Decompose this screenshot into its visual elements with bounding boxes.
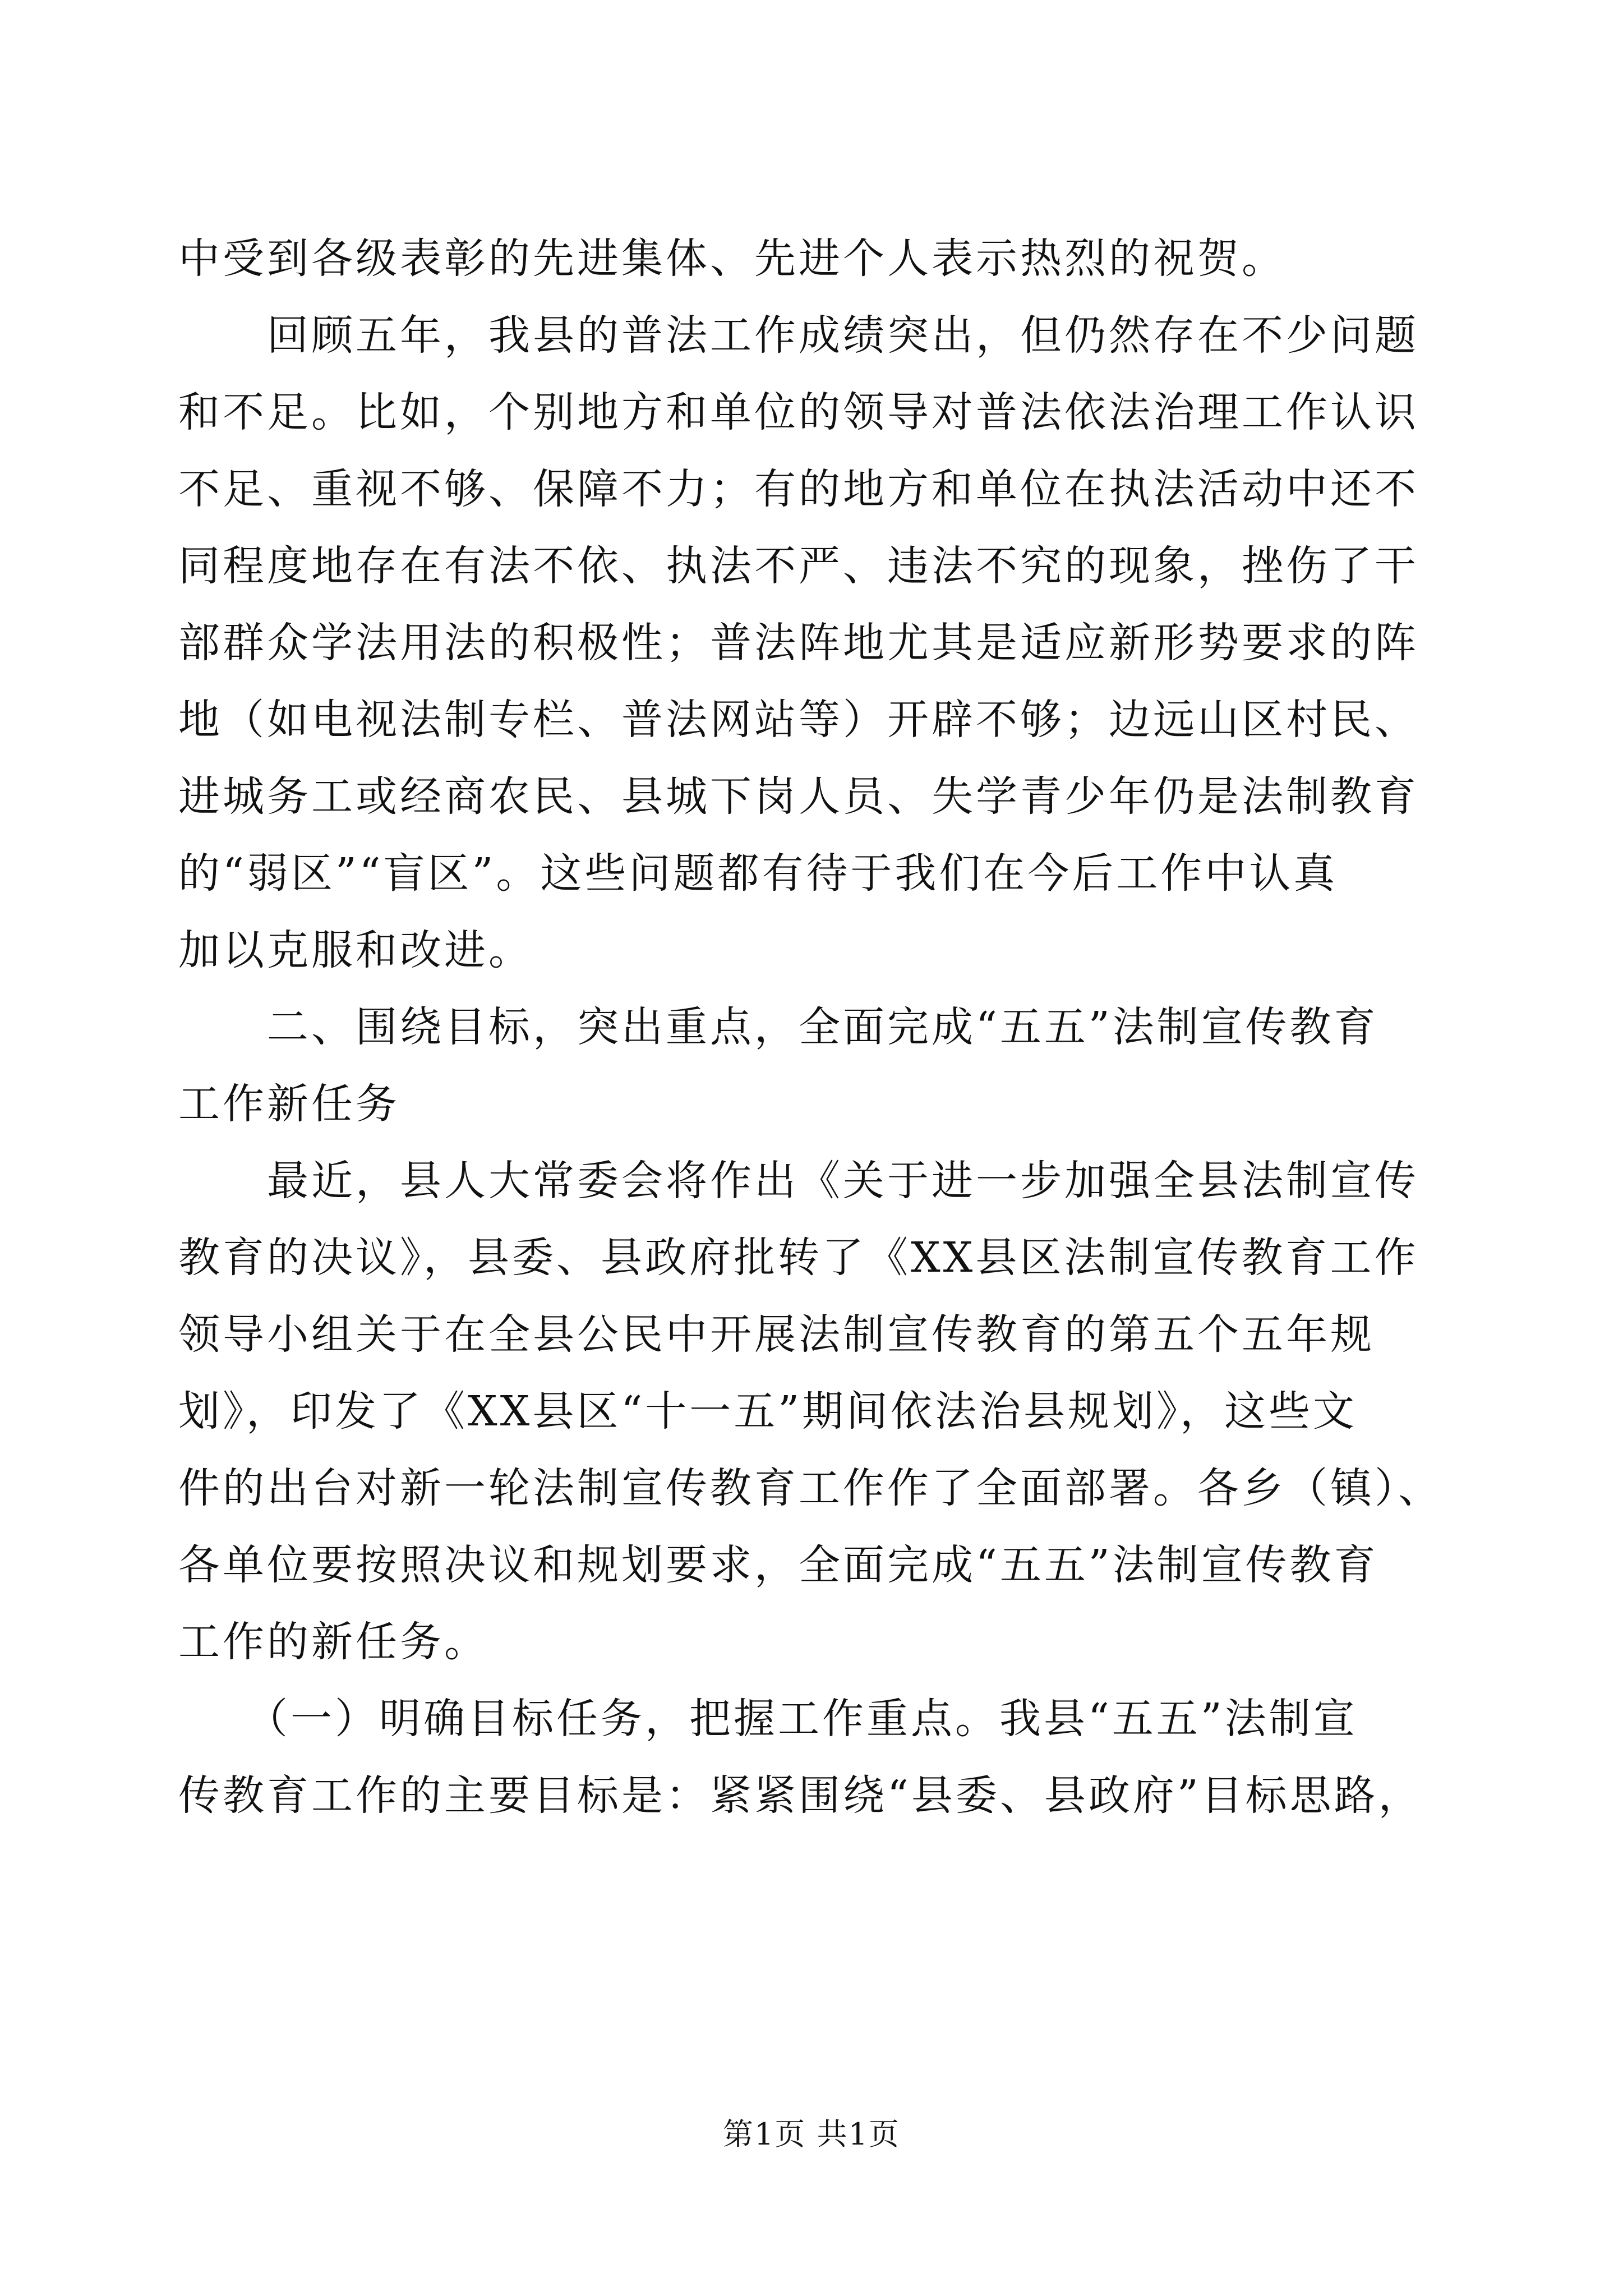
text-line: 传教育工作的主要目标是：紧紧围绕“县委、县政府”目标思路，: [178, 1772, 1423, 1820]
text-line: 领导小组关于在全县公民中开展法制宣传教育的第五个五年规: [178, 1310, 1375, 1359]
text-line: 最近，县人大常委会将作出《关于进一步加强全县法制宣传: [178, 1157, 1419, 1205]
text-line: 工作的新任务。: [178, 1618, 488, 1666]
section-heading-line: 二、围绕目标，突出重点，全面完成“五五”法制宣传教育: [178, 1003, 1378, 1051]
section-heading-line: 工作新任务: [178, 1080, 400, 1128]
text-line: 部群众学法用法的积极性；普法阵地尤其是适应新形势要求的阵: [178, 619, 1419, 667]
text-line: 进城务工或经商农民、县城下岗人员、失学青少年仍是法制教育: [178, 772, 1419, 821]
text-line: 地（如电视法制专栏、普法网站等）开辟不够；边远山区村民、: [178, 696, 1419, 744]
text-line: 不足、重视不够、保障不力；有的地方和单位在执法活动中还不: [178, 465, 1419, 513]
text-line: （一）明确目标任务，把握工作重点。我县“五五”法制宣: [178, 1695, 1358, 1743]
text-line: 件的出台对新一轮法制宣传教育工作作了全面部署。各乡（镇）、: [178, 1464, 1442, 1512]
text-line: 回顾五年，我县的普法工作成绩突出，但仍然存在不少问题: [178, 311, 1419, 360]
text-line: 中受到各级表彰的先进集体、先进个人表示热烈的祝贺。: [178, 234, 1286, 283]
text-line: 同程度地存在有法不依、执法不严、违法不究的现象，挫伤了干: [178, 542, 1419, 590]
text-line: 划》，印发了《XX县区“十一五”期间依法治县规划》，这些文: [178, 1387, 1358, 1435]
text-line: 各单位要按照决议和规划要求，全面完成“五五”法制宣传教育: [178, 1541, 1378, 1589]
text-line: 和不足。比如，个别地方和单位的领导对普法依法治理工作认识: [178, 388, 1419, 436]
document-body: [178, 220, 1442, 1834]
text-line: 教育的决议》，县委、县政府批转了《XX县区法制宣传教育工作: [178, 1234, 1419, 1282]
text-line: 的“弱区”“盲区”。这些问题都有待于我们在今后工作中认真: [178, 849, 1338, 898]
text-line: 加以克服和改进。: [178, 926, 533, 974]
page-number-footer: 第1页 共1页: [723, 2116, 900, 2152]
